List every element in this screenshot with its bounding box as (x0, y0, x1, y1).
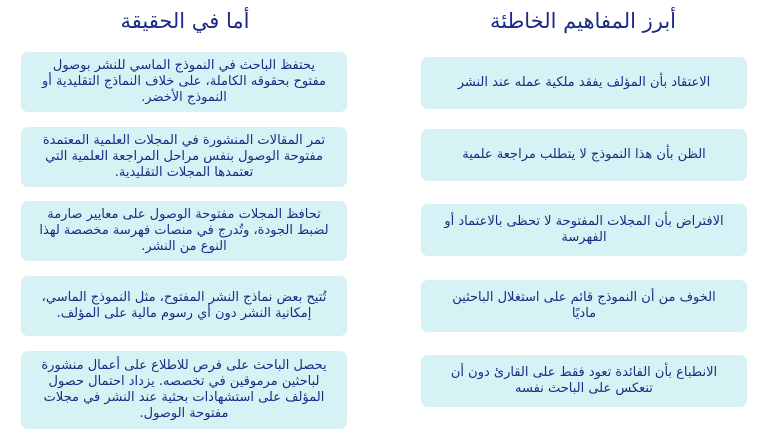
reality-card-3 (21, 201, 347, 261)
misconceptions-title: أبرز المفاهيم الخاطئة (489, 9, 677, 33)
misconception-text: الخوف من أن النموذج قائم على استغلال الباحثين ماديًا (452, 290, 716, 321)
misconception-text: الاعتقاد بأن المؤلف يفقد ملكية عمله عند النشر (457, 75, 711, 90)
misconception-text: الانطباع بأن الفائدة تعود فقط على القارئ دون أن تنعكس على الباحث نفسه (450, 365, 718, 396)
reality-text: يحتفظ الباحث في النموذج الماسي للنشر بوصول مفتوح بحقوقه الكاملة، على خلاف النماذج التقليدية أو النموذج الأخضر. (41, 58, 327, 105)
reality-card-5 (21, 351, 347, 429)
misconception-card-4 (421, 280, 747, 332)
reality-title: أما في الحقيقة (120, 9, 250, 33)
misconception-card-3 (421, 204, 747, 256)
reality-text: تمر المقالات المنشورة في المجلات العلمية المعتمدة مفتوحة الوصول بنفس مراحل المراجعة العلمية التي تعتمدها المجلات التقليدية. (42, 133, 326, 180)
reality-card-4 (21, 276, 347, 336)
misconception-card-1 (421, 57, 747, 109)
misconception-text: الافتراض بأن المجلات المفتوحة لا تحظى بالاعتماد أو الفهرسة (444, 214, 724, 245)
reality-text: يحصل الباحث على فرص للاطلاع على أعمال منشورة لباحثين مرموقين في تخصصه. يزداد احتمال حصول المؤلف على استشهادات بحثية عند النشر في مجلات مفتوحة الوصول. (41, 358, 327, 421)
misconception-card-2 (421, 129, 747, 181)
misconception-text: الظن بأن هذا النموذج لا يتطلب مراجعة علمية (462, 147, 706, 162)
reality-card-1 (21, 52, 347, 112)
reality-text: تحافظ المجلات مفتوحة الوصول على معايير صارمة لضبط الجودة، وتُدرج في منصات فهرسة مخصصة لهذا النوع من النشر. (39, 207, 329, 254)
misconception-card-5 (421, 355, 747, 407)
reality-card-2 (21, 127, 347, 187)
reality-text: تُتيح بعض نماذج النشر المفتوح، مثل النموذج الماسي، إمكانية النشر دون أي رسوم مالية على المؤلف. (41, 290, 327, 321)
